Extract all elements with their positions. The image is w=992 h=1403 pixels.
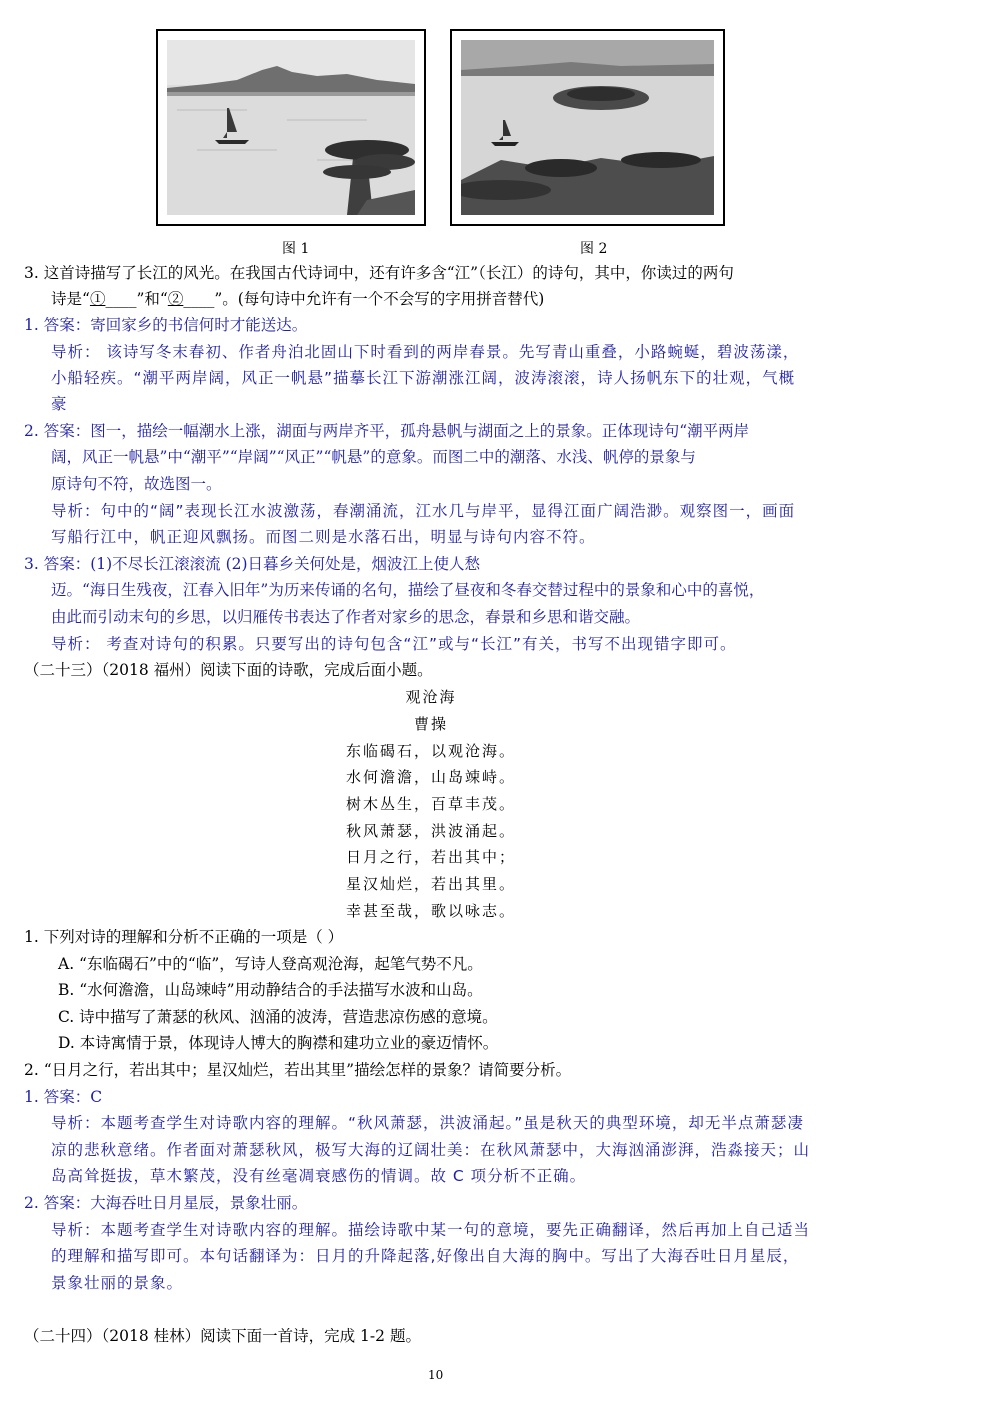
q3-text-b: ”和“ — [136, 290, 168, 308]
page-number: 10 — [428, 1368, 444, 1382]
s23-answer-2-analysis-line-2: 的理解和描写即可。本句话翻译为：日月的升降起落,好像出自大海的胸中。写出了大海吞吐日月星辰， — [51, 1247, 800, 1265]
poem-author: 曹操 — [413, 715, 448, 733]
question-2: 2. “日月之行，若出其中；星汉灿烂，若出其里”描绘怎样的景象？请简要分析。 — [24, 1061, 572, 1079]
option-a: A. “东临碣石”中的“临”，写诗人登高观沧海，起笔气势不凡。 — [58, 955, 483, 973]
s23-answer-1-analysis-line-2: 凉的悲秋意绪。作者面对萧瑟秋风，极写大海的辽阔壮美：在秋风萧瑟中，大海汹涌澎湃，浩淼接天；山 — [51, 1141, 811, 1159]
poem-title: 观沧海 — [405, 688, 457, 706]
poem-line-2: 水何澹澹，山岛竦峙。 — [345, 768, 516, 786]
answer-2-line-2: 阔，风正一帆悬”中“潮平”“岸阔”“风正”“帆悬”的意象。而图二中的潮落、水浅、帆停的景象与 — [51, 448, 696, 466]
s23-answer-2-analysis-line-1: 导析：本题考查学生对诗歌内容的理解。描绘诗歌中某一句的意境，要先正确翻译，然后再加上自己适当 — [51, 1221, 811, 1239]
poem-line-4: 秋风萧瑟，洪波涌起。 — [345, 822, 516, 840]
poem-line-1: 东临碣石，以观沧海。 — [345, 742, 516, 760]
q3-text-a: 诗是“ — [51, 290, 90, 308]
landscape-illustration-2 — [461, 40, 714, 215]
s23-answer-1: 1. 答案：C — [24, 1088, 103, 1106]
poem-line-7: 幸甚至哉，歌以咏志。 — [345, 902, 516, 920]
answer-2-line-3: 原诗句不符，故选图一。 — [51, 475, 222, 493]
answer-1: 1. 答案：寄回家乡的书信何时才能送达。 — [24, 316, 308, 334]
answer-2-analysis-line-1: 导析：句中的“阔”表现长江水波激荡，春潮涌流，江水几与岸平，显得江面广阔浩渺。观察图一，画面 — [51, 502, 796, 520]
question-3-line-2 — [51, 289, 544, 309]
answer-2-line-1: 2. 答案：图一，描绘一幅潮水上涨，湖面与两岸齐平，孤舟悬帆与湖面之上的景象。正体现诗句“潮平两岸 — [24, 422, 750, 440]
answer-3-analysis: 导析： 考查对诗句的积累。只要写出的诗句包含“江”或与“长江”有关，书写不出现错字即可。 — [51, 635, 737, 653]
section-23-heading: （二十三）（2018 福州）阅读下面的诗歌，完成后面小题。 — [24, 661, 433, 679]
answer-3-line-2: 迈。“海日生残夜，江春入旧年”为历来传诵的名句，描绘了昼夜和冬春交替过程中的景象和心中的喜悦， — [51, 581, 765, 599]
answer-3-line-1: 3. 答案：(1)不尽长江滚滚流 (2)日暮乡关何处是，烟波江上使人愁 — [24, 555, 481, 573]
figure-2 — [450, 29, 725, 226]
s23-answer-2-analysis-line-3: 景象壮丽的景象。 — [51, 1274, 184, 1292]
blank-1-fill: ____ — [105, 290, 137, 308]
s23-answer-2: 2. 答案：大海吞吐日月星辰，景象壮丽。 — [24, 1194, 308, 1212]
option-b: B. “水何澹澹，山岛竦峙”用动静结合的手法描写水波和山岛。 — [58, 981, 483, 999]
question-3-line-1: 3. 这首诗描写了长江的风光。在我国古代诗词中，还有许多含“江”（长江）的诗句，其中，你读过的两句 — [24, 264, 734, 282]
answer-2-analysis-line-2: 写船行江中，帆正迎风飘扬。而图二则是水落石出，明显与诗句内容不符。 — [51, 528, 596, 546]
blank-2-fill: ____ — [183, 290, 215, 308]
s23-answer-1-analysis-line-3: 岛高耸挺拔，草木繁茂，没有丝毫凋衰感伤的情调。故 C 项分析不正确。 — [51, 1167, 587, 1185]
section-24-heading: （二十四）（2018 桂林）阅读下面一首诗，完成 1-2 题。 — [24, 1327, 421, 1345]
option-d: D. 本诗寓情于景，体现诗人博大的胸襟和建功立业的豪迈情怀。 — [58, 1034, 499, 1052]
s23-answer-1-analysis-line-1: 导析：本题考查学生对诗歌内容的理解。“秋风萧瑟，洪波涌起。”虽是秋天的典型环境，却无半点萧瑟凄 — [51, 1114, 804, 1132]
question-1: 1. 下列对诗的理解和分析不正确的一项是（ ） — [24, 928, 344, 946]
answer-1-analysis-line-3: 豪 — [51, 395, 68, 413]
poem-line-3: 树木丛生，百草丰茂。 — [345, 795, 516, 813]
landscape-illustration-1 — [167, 40, 415, 215]
poem-line-5: 日月之行，若出其中； — [345, 848, 516, 866]
blank-1: ① — [89, 290, 106, 308]
answer-3-line-3: 由此而引动末句的乡思，以归雁传书表达了作者对家乡的思念，春景和乡思和谐交融。 — [51, 608, 641, 626]
answer-1-analysis-line-1: 导析： 该诗写冬末春初、作者舟泊北固山下时看到的两岸春景。先写青山重叠，小路蜿蜒，碧波荡漾， — [51, 343, 800, 361]
blank-2: ② — [167, 290, 184, 308]
answer-1-analysis-line-2: 小船轻疾。“潮平两岸阔，风正一帆悬”描摹长江下游潮涨江阔，波涛滚滚，诗人扬帆东下的壮观，气概 — [51, 369, 796, 387]
figure-2-caption: 图 2 — [580, 241, 608, 257]
q3-text-c: ”。(每句诗中允许有一个不会写的字用拼音替代) — [214, 290, 545, 308]
figure-1 — [156, 29, 426, 226]
figure-1-caption: 图 1 — [282, 241, 310, 257]
poem-line-6: 星汉灿烂，若出其里。 — [345, 875, 516, 893]
option-c: C. 诗中描写了萧瑟的秋风、汹涌的波涛，营造悲凉伤感的意境。 — [58, 1008, 498, 1026]
